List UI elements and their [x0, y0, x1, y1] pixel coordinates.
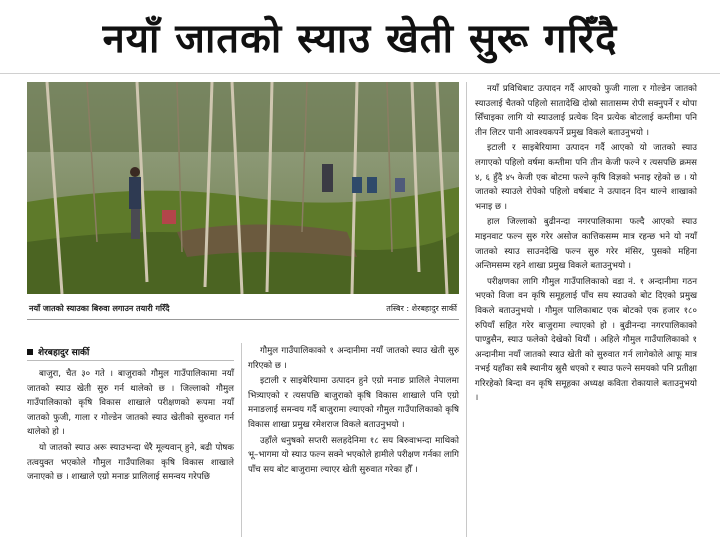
paragraph: नयाँ प्रविधिबाट उत्पादन गर्दै आएको फुजी गाला र गोल्डेन जातको स्याउलाई चैतको पहिलो सातादेखि दोस्रो सातासम्म रोपी सक्नुपर्ने र थोपा सिँचाइका लागि यो स्याउलाई प्रत्येक दिन प्रत्येक बोटलाई कम्तीमा पनि तीन लिटर पानी आवश्यकपर्ने प्रमुख विकले बताउनुभयो ।	[475, 84, 697, 138]
paragraph: बाजुरा, चैत ३० गते । बाजुराको गौमुल गाउँपालिकामा नयाँ जातको स्याउ खेती सुरु गर्न थालेको छ । जिल्लाको गौमुल गाउँपालिकाको कृषि विकास शाखाले परीक्षणको रूपमा नयाँ जातको फुजी, गाला र गोल्डेन जातको स्याउ खेतीको सुरुवात गर्न थालेको हो ।	[27, 369, 234, 438]
photo-credit: तस्बिर : शेरबहादुर सार्की	[386, 304, 457, 313]
column-divider	[241, 343, 242, 537]
article-column-middle	[248, 344, 459, 537]
headline: नयाँ जातको स्याउ खेती सुरू गरिँदै	[0, 0, 720, 74]
article-column-right	[475, 82, 697, 534]
byline	[27, 343, 234, 361]
paragraph: हाल जिल्लाको बुढीनन्दा नगरपालिकामा फल्दै आएको स्याउ माइनवाट फल्न सुरु गरेर असोज कात्तिकसम्म मात्र रहन्छ भने यो नयाँ जातको स्याउ साउनदेखि फल्न सुरु गरेर मंसिर, पुसको महिना अन्तिमसम्म रहने शाखा प्रमुख विकले बताउनुभयो ।	[475, 217, 697, 272]
article-column-left	[27, 367, 234, 537]
paragraph: उहाँले धनुषको सप्तरी सलहदेनिमा १८ सय बिरुवाभन्दा माथिको भू–भागमा यो स्याउ फल्न सक्ने भएकोले हामीले परीक्षण गर्नका लागि पाँच सय बोट बाजुरामा ल्याएर खेती सुरुवात गरेका हौँ ।	[248, 435, 459, 475]
column-divider	[466, 82, 467, 537]
photo-caption-bar	[27, 298, 459, 320]
article-photo	[27, 82, 459, 294]
paragraph: इटाली र साइबेरियामा उत्पादन गर्दै आएको यो जातको स्याउ लगाएको पहिलो वर्षमा कम्तीमा पनि तीन केजी फल्ने र त्यसपछि क्रमस ४, ६ हुँदै ४५ केजी एक बोटमा फल्ने कृषि विज्ञको भनाइ रहेको छ । यो जातको स्याउले रोपेको पहिलो वर्षबाट ने उत्पादन दिन थाल्ने शाखाको भनाइ छ ।	[475, 143, 697, 212]
paragraph: यो जातको स्याउ अरू स्याउभन्दा धेरै मूल्यवान् हुने, बढी पोषक तत्वयुक्त भएकोले गौमुल गाउँपालिका कृषि विकास शाखाले जनाएको छ । शाखाले एग्रो मनाङ प्रालिलाई समन्वय गरेपछि	[27, 442, 234, 483]
paragraph: परीक्षणका लागि गौमुल गाउँपालिकाको वडा नं. १ अन्दानीमा गठन भएको विजा वन कृषि समूहलाई पाँच सय स्याउको बोट दिएको प्रमुख विकले बताउनुभयो । गौमुल पालिकाबाट एक बोटको एक हजार १८० रुपियाँ सहित गरेर बाजुरामा ल्याएको हो । बुढीनन्दा नगरपालिकाको पाण्डुसैन, स्याउ फलेको देखेको थियौं । अहिले गौमुल गाउँपालिकाको १ अन्दानीमा नयाँ जातको स्याउ खेती को सुरुवात गर्न लागेकोले आफू मात्र नभई यहाँका सबै स्थानीय स्रुसै धएको र स्याउ फल्ने समयको पनि प्रतीक्षा गरिरहेको बिन्दा वन कृषि समूहका अध्यक्ष कविता रोकायाले बताउनुभयो ।	[475, 276, 697, 404]
photo-caption: नयाँ जातको स्याउका बिरुवा लगाउन तयारी गरिँदै	[29, 304, 170, 313]
paragraph: इटाली र साइबेरियामा उत्पादन हुने एग्रो मनाङ प्रालिले नेपालमा भित्र्याएको र त्यसपछि बाजुराको कृषि विकास शाखाले पनि एग्रो मनाङलाई समन्वय गर्दै बाजुरामा ल्याएको गौमुल गाउँपालिकाको कृषि विकास शाखा प्रमुख रमेशराज विकले बताउनुभयो ।	[248, 376, 459, 430]
byline-author: शेरबहादुर सार्की	[38, 348, 90, 358]
bullet-icon	[27, 349, 33, 355]
paragraph: गौमुल गाउँपालिकाको १ अन्दानीमा नयाँ जातको स्याउ खेती सुरु गरिएको छ ।	[248, 346, 459, 371]
